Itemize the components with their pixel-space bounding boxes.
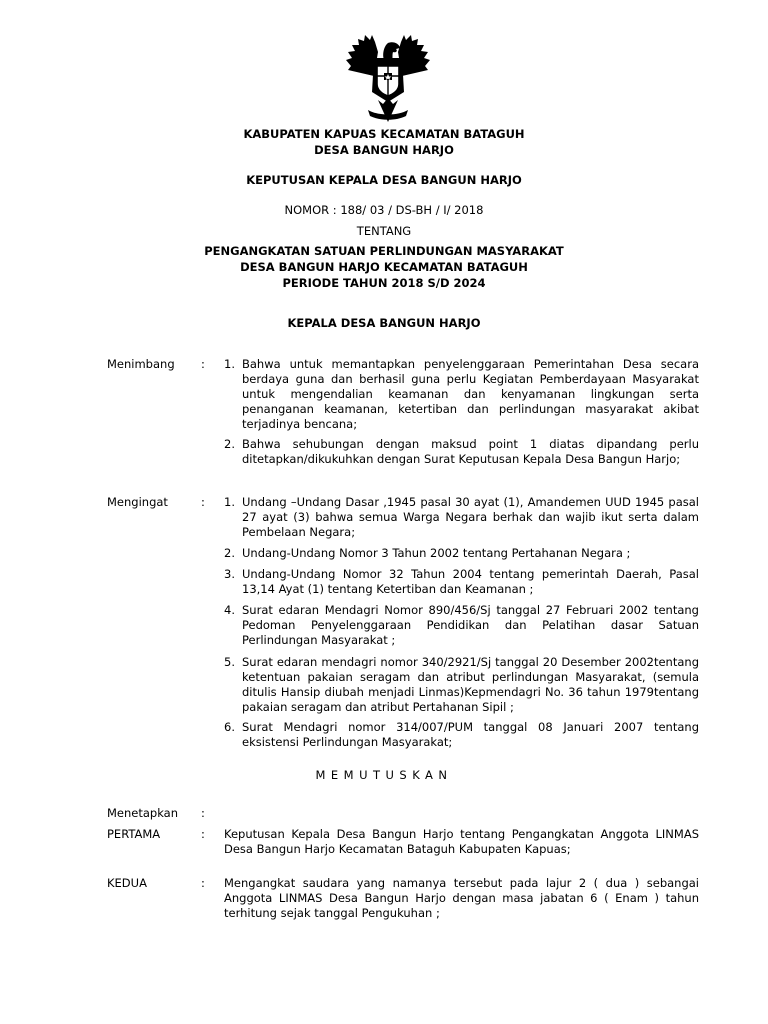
mengingat-item-text: Surat edaran mendagri nomor 340/2921/Sj tanggal 20 Desember 2002tentang ketentuan pakaian seragam dan atribut perlindungan Masyarakat, (semula ditulis Hansip diubah menjadi Linmas)Kepmendagri No. 36 tahun 1979tentang pakaian seragam dan atribut Pertahanan Sipil ;: [242, 655, 699, 714]
mengingat-item-text: Surat Mendagri nomor 314/007/PUM tanggal 08 Januari 2007 tentang eksistensi Perlindungan Masyarakat;: [242, 720, 699, 749]
pertama-text: Keputusan Kepala Desa Bangun Harjo tentang Pengangkatan Anggota LINMAS Desa Bangun Harjo Kecamatan Bataguh Kabupaten Kapuas;: [224, 827, 699, 856]
header-regency: KABUPATEN KAPUAS KECAMATAN BATAGUH: [243, 127, 525, 141]
subject-line-2: DESA BANGUN HARJO KECAMATAN BATAGUH: [240, 260, 528, 274]
mengingat-item-number: 2.: [224, 546, 235, 560]
menetapkan-colon: :: [201, 806, 205, 820]
menimbang-item-text: Bahwa sehubungan dengan maksud point 1 diatas dipandang perlu ditetapkan/dikukuhkan dengan Surat Keputusan Kepala Desa Bangun Harjo;: [242, 437, 699, 466]
pertama-label: PERTAMA: [107, 827, 161, 841]
menimbang-item-number: 1.: [224, 357, 235, 371]
mengingat-label: Mengingat: [107, 495, 168, 509]
mengingat-item-text: Surat edaran Mendagri Nomor 890/456/Sj tanggal 27 Februari 2002 tentang Pedoman Penyelenggaraan Pendidikan dan Pelatihan dasar Satuan Perlindungan Masyarakat ;: [242, 603, 699, 647]
mengingat-colon: :: [201, 495, 205, 509]
kedua-label: KEDUA: [107, 876, 147, 890]
header-village: DESA BANGUN HARJO: [314, 143, 454, 157]
mengingat-item-number: 1.: [224, 495, 235, 509]
decree-title: KEPUTUSAN KEPALA DESA BANGUN HARJO: [246, 173, 522, 187]
subject-line-3: PERIODE TAHUN 2018 S/D 2024: [282, 276, 486, 290]
subject-line-1: PENGANGKATAN SATUAN PERLINDUNGAN MASYARAKAT: [204, 244, 564, 258]
pertama-colon: :: [201, 827, 205, 841]
mengingat-item-number: 3.: [224, 567, 235, 581]
garuda-emblem-icon: [344, 30, 432, 126]
menimbang-label: Menimbang: [107, 357, 175, 371]
menimbang-item-number: 2.: [224, 437, 235, 451]
menimbang-item-text: Bahwa untuk memantapkan penyelenggaraan Pemerintahan Desa secara berdaya guna dan berhasil guna perlu Kegiatan Pemberdayaan Masyarakat untuk mengendalian keamanan dan kenyamanan lingkungan serta penanganan keamanan, ketertiban dan perlindungan masyarakat akibat terjadinya bencana;: [242, 357, 699, 431]
mengingat-item-number: 4.: [224, 603, 235, 617]
mengingat-item-text: Undang –Undang Dasar ,1945 pasal 30 ayat (1), Amandemen UUD 1945 pasal 27 ayat (3) bahwa semua Warga Negara berhak dan wajib ikut serta dalam Pembelaan Negara;: [242, 495, 699, 539]
mengingat-item-number: 5.: [224, 655, 235, 669]
mengingat-item-text: Undang-Undang Nomor 32 Tahun 2004 tentang pemerintah Daerah, Pasal 13,14 Ayat (1) tentang Ketertiban dan Keamanan ;: [242, 567, 699, 596]
decree-number: NOMOR : 188/ 03 / DS-BH / I/ 2018: [284, 203, 484, 217]
menetapkan-label: Menetapkan: [107, 806, 179, 820]
kedua-colon: :: [201, 876, 205, 890]
menimbang-colon: :: [201, 357, 205, 371]
mengingat-item-text: Undang-Undang Nomor 3 Tahun 2002 tentang Pertahanan Negara ;: [242, 546, 631, 560]
about-heading: TENTANG: [356, 224, 412, 238]
memutuskan-heading: MEMUTUSKAN: [315, 768, 453, 782]
mengingat-item-number: 6.: [224, 720, 235, 734]
kedua-text: Mengangkat saudara yang namanya tersebut pada lajur 2 ( dua ) sebangai Anggota LINMAS Desa Bangun Harjo dengan masa jabatan 6 ( Enam ) tahun terhitung sejak tanggal Pengukuhan ;: [224, 876, 699, 920]
official-title: KEPALA DESA BANGUN HARJO: [287, 316, 481, 330]
